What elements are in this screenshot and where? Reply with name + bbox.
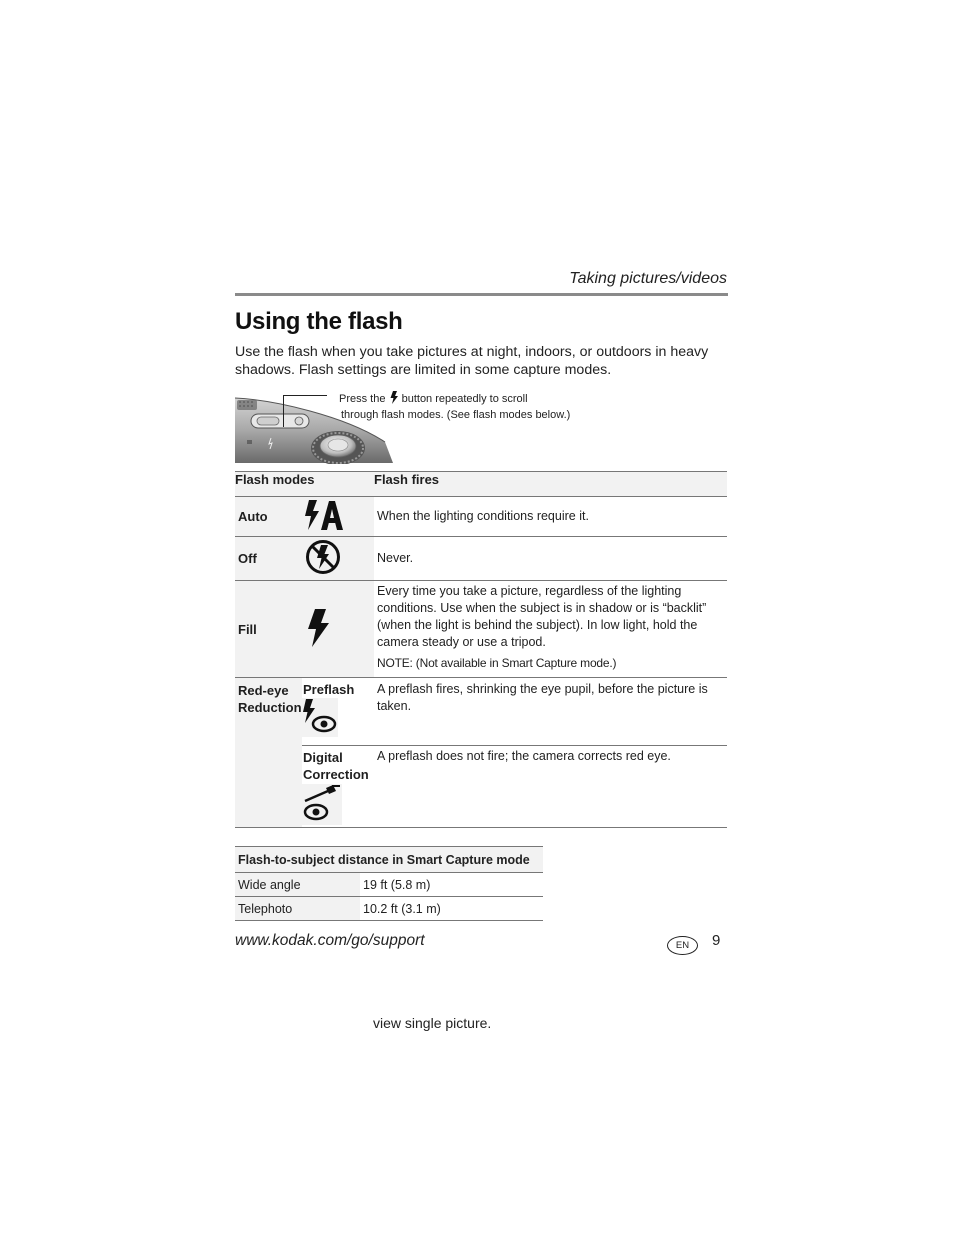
language-badge: EN — [667, 936, 698, 955]
mode-row-auto — [235, 497, 727, 537]
flash-button-icon — [389, 391, 399, 404]
callout-text-line1 — [339, 391, 528, 407]
callout-leader-horizontal — [283, 395, 327, 396]
flash-preflash-icon — [302, 698, 338, 737]
flash-fill-icon — [302, 581, 374, 678]
callout-text-after: button repeatedly to scroll — [401, 393, 528, 405]
flash-distance-table — [235, 846, 543, 921]
submode-cell-digital — [302, 746, 374, 828]
mode-name-redeye-line2: Reduction — [238, 700, 302, 715]
page-title: Using the flash — [235, 308, 403, 335]
submode-desc-digital: A preflash does not fire; the camera corrects red eye. — [374, 746, 727, 828]
distance-value: 10.2 ft (3.1 m) — [360, 897, 543, 921]
digital-correction-icon — [302, 784, 342, 825]
submode-desc-preflash: A preflash fires, shrinking the eye pupil, before the picture is taken. — [374, 678, 727, 746]
mode-name-off: Off — [235, 537, 302, 581]
running-header: Taking pictures/videos — [569, 270, 727, 287]
header-rule — [235, 293, 728, 296]
mode-name-auto: Auto — [235, 497, 302, 537]
submode-name-preflash: Preflash — [303, 682, 355, 697]
flash-auto-icon — [302, 497, 374, 537]
flash-off-icon — [302, 537, 374, 581]
header-flash-fires: Flash fires — [374, 472, 727, 497]
mode-note-fill: NOTE: (Not available in Smart Capture mode.) — [377, 656, 617, 670]
submode-name-digital — [302, 749, 374, 783]
header-flash-modes: Flash modes — [235, 472, 374, 497]
mode-desc-auto: When the lighting conditions require it. — [374, 497, 727, 537]
submode-name-digital-line2: Correction — [303, 767, 369, 782]
mode-name-redeye-line1: Red-eye — [238, 683, 289, 698]
distance-row — [235, 873, 543, 897]
submode-name-digital-line1: Digital — [303, 750, 343, 765]
distance-row — [235, 897, 543, 921]
mode-row-off — [235, 537, 727, 581]
support-link[interactable]: www.kodak.com/go/support — [235, 932, 425, 949]
flash-modes-table — [235, 471, 727, 828]
stray-text: view single picture. — [373, 1015, 492, 1031]
mode-name-fill: Fill — [235, 581, 302, 678]
mode-cell-fill — [374, 581, 727, 678]
flash-modes-header-row — [235, 472, 727, 497]
callout-text-line2: through flash modes. (See flash modes below.) — [341, 409, 571, 421]
callout-leader-vertical — [283, 395, 284, 427]
page-number: 9 — [712, 932, 721, 949]
mode-row-preflash — [235, 678, 727, 746]
distance-label: Wide angle — [235, 873, 360, 897]
mode-desc-fill: Every time you take a picture, regardless of the lighting conditions. Use when the subject is in shadow or is “backlit” (when the light is behind the subject). In low light, hold the camera steady or use a tripod. — [377, 584, 707, 649]
distance-header-row — [235, 847, 543, 873]
callout-text-before: Press the — [339, 393, 386, 405]
mode-desc-off: Never. — [374, 537, 727, 581]
distance-header: Flash-to-subject distance in Smart Capture mode — [235, 847, 543, 873]
mode-row-fill — [235, 581, 727, 678]
distance-value: 19 ft (5.8 m) — [360, 873, 543, 897]
mode-row-digital — [235, 746, 727, 828]
distance-label: Telephoto — [235, 897, 360, 921]
mode-name-redeye — [235, 678, 302, 828]
intro-paragraph: Use the flash when you take pictures at night, indoors, or outdoors in heavy shadows. Flash settings are limited in some capture modes. — [235, 344, 709, 378]
submode-cell-preflash — [302, 678, 374, 746]
